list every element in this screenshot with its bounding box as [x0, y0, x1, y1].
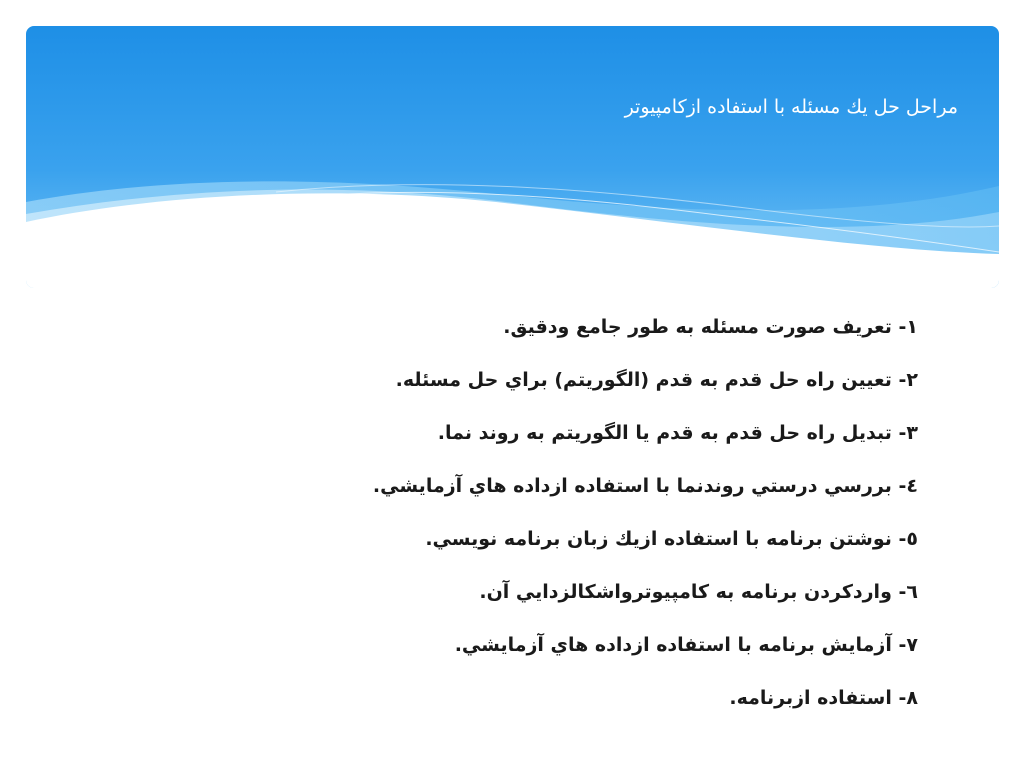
step-item-5: ٥- نوشتن برنامه با استفاده ازيك زبان برنامه نويسي.	[425, 528, 918, 550]
step-item-4: ٤- بررسي درستي روندنما با استفاده ازداده هاي آزمايشي.	[372, 475, 918, 497]
step-item-7: ٧- آزمايش برنامه با استفاده ازداده هاي آزمايشي.	[454, 634, 918, 656]
steps-list	[218, 310, 918, 734]
step-item-2: ٢- تعيين راه حل قدم به قدم (الگوريتم) براي حل مسئله.	[395, 369, 918, 391]
slide-title: مراحل حل يك مسئله با استفاده ازكامپيوتر	[624, 96, 958, 118]
step-item-6: ٦- واردكردن برنامه به كامپيوترواشكالزدايي آن.	[479, 581, 918, 603]
wave-background	[26, 26, 999, 288]
step-item-8: ٨- استفاده ازبرنامه.	[729, 687, 918, 709]
step-item-3: ٣- تبديل راه حل قدم به قدم يا الگوريتم به روند نما.	[437, 422, 918, 444]
step-item-1: ١- تعريف صورت مسئله به طور جامع ودقيق.	[503, 316, 918, 338]
header-banner	[26, 26, 999, 288]
